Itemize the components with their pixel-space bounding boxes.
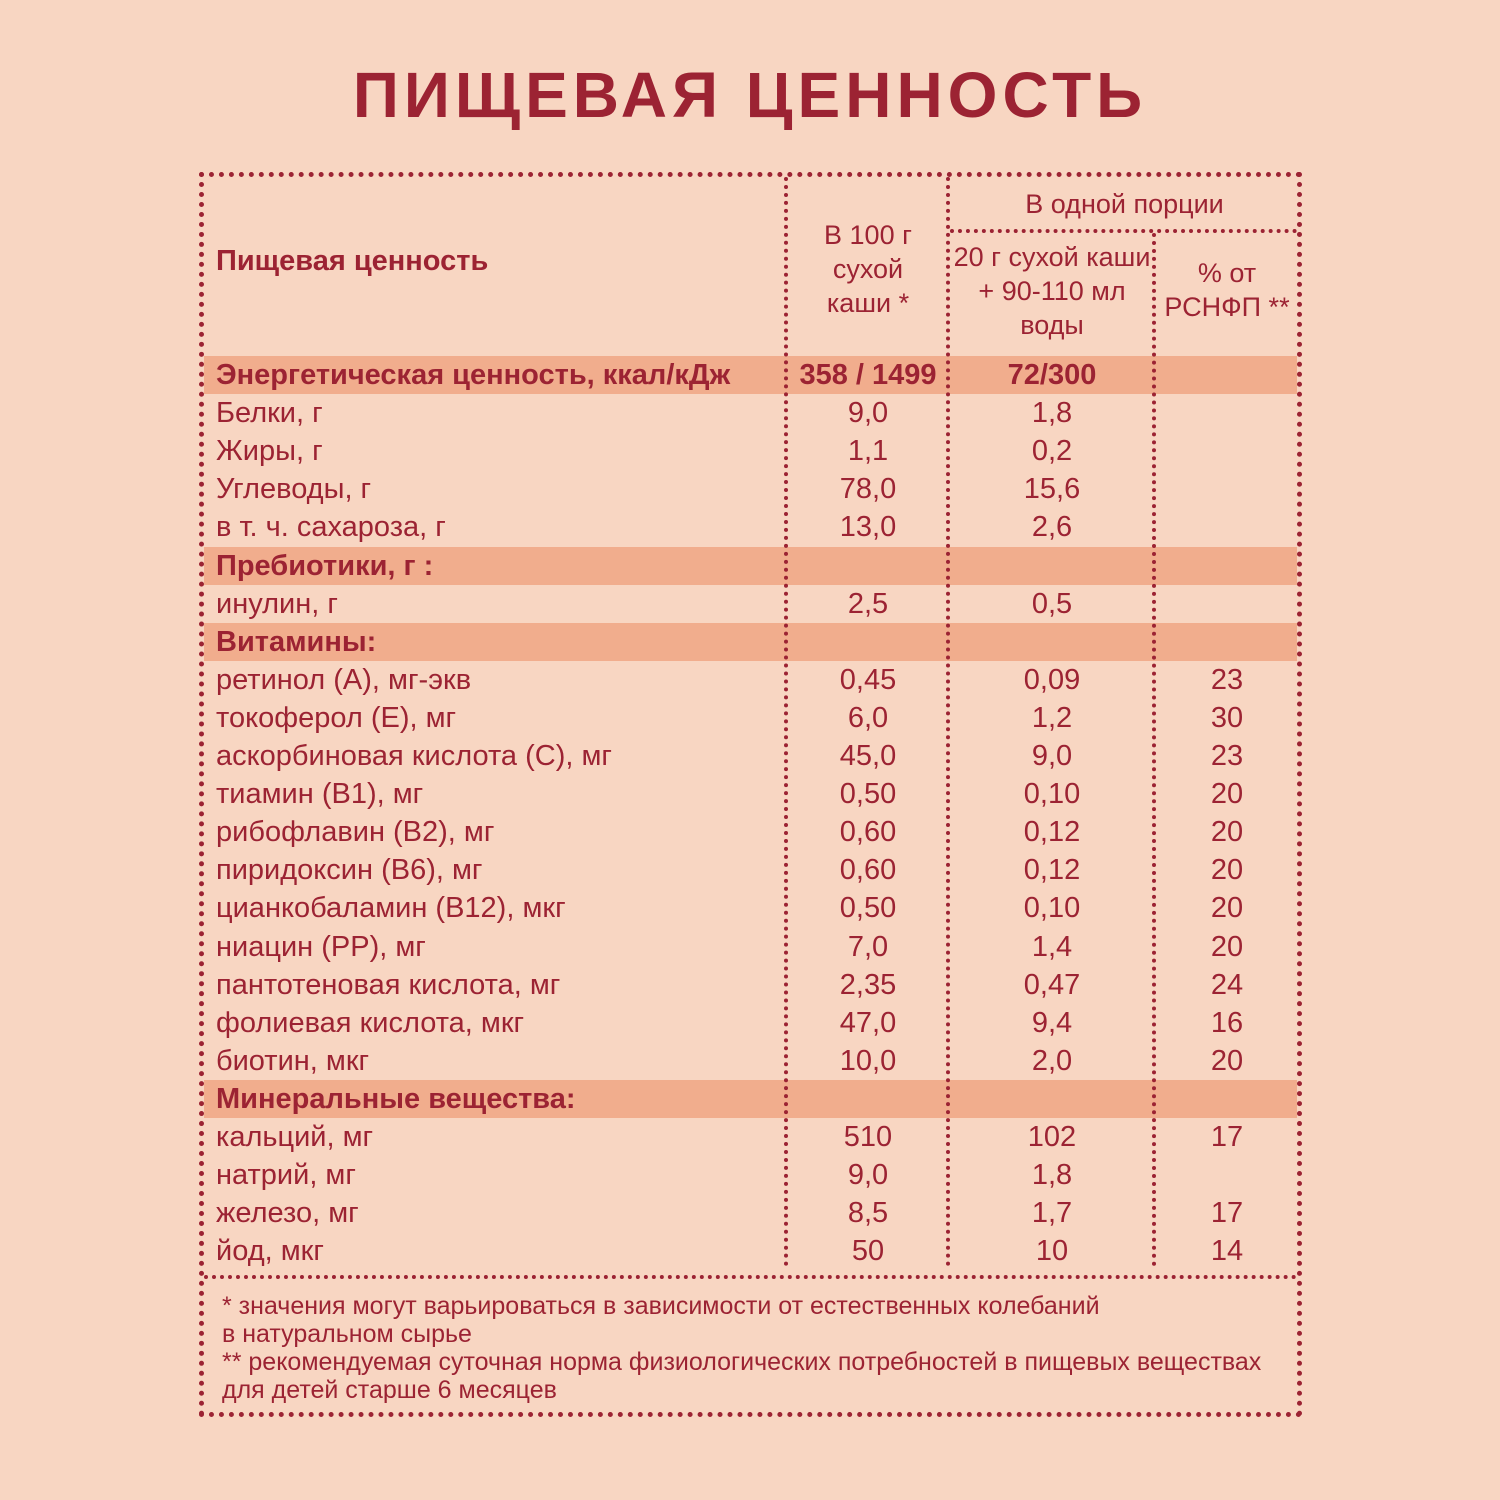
row-label: биотин, мкг: [216, 1044, 370, 1077]
row-label: аскорбиновая кислота (С), мг: [216, 740, 612, 772]
column-divider: [784, 177, 788, 1267]
row-label: Жиры, г: [216, 435, 323, 468]
value-percent-rsnfp: 16: [1210, 1006, 1244, 1039]
value-per-portion: 2,0: [1031, 1044, 1073, 1077]
value-per-100g: 0,60: [839, 816, 897, 849]
header-serving: 20 г сухой каши + 90-110 мл воды: [953, 242, 1151, 340]
value-per-100g: 10,0: [839, 1044, 897, 1077]
value-per-portion: 0,12: [1023, 854, 1081, 887]
value-per-100g: 0,60: [839, 854, 897, 887]
value-per-100g: 6,0: [847, 701, 889, 734]
value-per-portion: 0,12: [1023, 816, 1081, 849]
row-label: токоферол (Е), мг: [216, 701, 457, 734]
value-per-100g: 50: [851, 1235, 885, 1268]
row-label: тиамин (В1), мг: [216, 778, 424, 811]
row-label: Пребиотики, г :: [216, 549, 434, 582]
row-label: пантотеновая кислота, мг: [216, 968, 561, 1001]
value-per-100g: 8,5: [847, 1197, 889, 1230]
value-percent-rsnfp: 14: [1210, 1235, 1244, 1268]
value-per-portion: 0,10: [1023, 778, 1081, 811]
footnote-line: в натуральном сырье: [222, 1320, 472, 1348]
column-divider: [1152, 233, 1156, 1267]
row-label: кальций, мг: [216, 1121, 374, 1153]
row-label: Минеральные вещества:: [216, 1082, 576, 1115]
row-label: железо, мг: [216, 1197, 359, 1230]
row-label: натрий, мг: [216, 1159, 356, 1192]
value-percent-rsnfp: 20: [1210, 930, 1244, 963]
value-percent-rsnfp: 20: [1210, 816, 1244, 849]
value-per-100g: 1,1: [847, 435, 889, 468]
value-percent-rsnfp: 24: [1210, 968, 1244, 1001]
header-per100: В 100 г сухой каши *: [824, 220, 912, 318]
row-label: фолиевая кислота, мкг: [216, 1006, 525, 1039]
value-percent-rsnfp: 20: [1210, 1044, 1244, 1077]
value-per-100g: 47,0: [839, 1006, 897, 1039]
value-per-portion: 1,7: [1031, 1197, 1073, 1230]
value-percent-rsnfp: 23: [1210, 740, 1244, 772]
footnote-divider: [204, 1275, 1297, 1279]
column-divider: [946, 177, 950, 1267]
value-per-100g: 0,50: [839, 892, 897, 925]
row-label: инулин, г: [216, 587, 338, 620]
value-percent-rsnfp: 17: [1210, 1197, 1244, 1230]
value-per-portion: 10: [1035, 1235, 1069, 1268]
row-label: пиридоксин (В6), мг: [216, 854, 483, 887]
value-per-100g: 2,5: [847, 587, 889, 620]
row-label: Энергетическая ценность, ккал/кДж: [216, 359, 731, 391]
header-name: Пищевая ценность: [216, 245, 489, 277]
value-per-portion: 9,4: [1031, 1006, 1073, 1039]
value-per-100g: 0,45: [839, 663, 897, 696]
value-per-100g: 0,50: [839, 778, 897, 811]
value-percent-rsnfp: 30: [1210, 701, 1244, 734]
row-label: ниацин (РР), мг: [216, 930, 426, 963]
value-per-portion: 0,5: [1031, 587, 1073, 620]
row-label: рибофлавин (В2), мг: [216, 816, 495, 849]
footnote-line: * значения могут варьироваться в зависимости от естественных колебаний: [222, 1292, 1100, 1320]
value-per-portion: 15,6: [1023, 473, 1081, 506]
value-per-100g: 9,0: [847, 1159, 889, 1192]
value-per-100g: 78,0: [839, 473, 897, 506]
value-per-portion: 102: [1027, 1121, 1077, 1153]
value-per-100g: 45,0: [839, 740, 897, 772]
value-per-portion: 72/300: [1007, 359, 1097, 391]
page-title: ПИЩЕВАЯ ЦЕННОСТЬ: [352, 59, 1148, 131]
value-per-portion: 0,2: [1031, 435, 1073, 468]
value-percent-rsnfp: 23: [1210, 663, 1244, 696]
row-label: в т. ч. сахароза, г: [216, 511, 446, 544]
footnote-line: ** рекомендуемая суточная норма физиологических потребностей в пищевых веществах: [222, 1348, 1262, 1376]
row-label: Белки, г: [216, 397, 323, 430]
value-per-portion: 2,6: [1031, 511, 1073, 544]
value-per-100g: 510: [843, 1121, 893, 1153]
value-per-portion: 9,0: [1031, 740, 1073, 772]
value-per-portion: 0,47: [1023, 968, 1081, 1001]
row-label: цианкобаламин (В12), мкг: [216, 892, 566, 925]
value-per-100g: 7,0: [847, 930, 889, 963]
value-per-portion: 0,10: [1023, 892, 1081, 925]
value-per-portion: 1,2: [1031, 701, 1073, 734]
value-percent-rsnfp: 20: [1210, 778, 1244, 811]
value-per-portion: 1,4: [1031, 930, 1073, 963]
value-percent-rsnfp: 17: [1210, 1121, 1244, 1153]
row-label: Витамины:: [216, 625, 377, 658]
value-per-100g: 13,0: [839, 511, 897, 544]
value-per-portion: 1,8: [1031, 397, 1073, 430]
value-percent-rsnfp: 20: [1210, 854, 1244, 887]
row-label: йод, мкг: [216, 1235, 324, 1268]
row-label: Углеводы, г: [216, 473, 372, 506]
value-per-100g: 2,35: [839, 968, 897, 1001]
value-per-portion: 0,09: [1023, 663, 1081, 696]
header-divider: [950, 229, 1297, 233]
value-per-100g: 9,0: [847, 397, 889, 430]
row-label: ретинол (А), мг-экв: [216, 663, 472, 696]
header-portion: В одной порции: [1025, 189, 1224, 219]
footnote-line: для детей старше 6 месяцев: [222, 1376, 557, 1404]
value-per-portion: 1,8: [1031, 1159, 1073, 1192]
value-percent-rsnfp: 20: [1210, 892, 1244, 925]
value-per-100g: 358 / 1499: [799, 359, 937, 391]
header-rsnfp: % от РСНФП **: [1164, 258, 1290, 322]
